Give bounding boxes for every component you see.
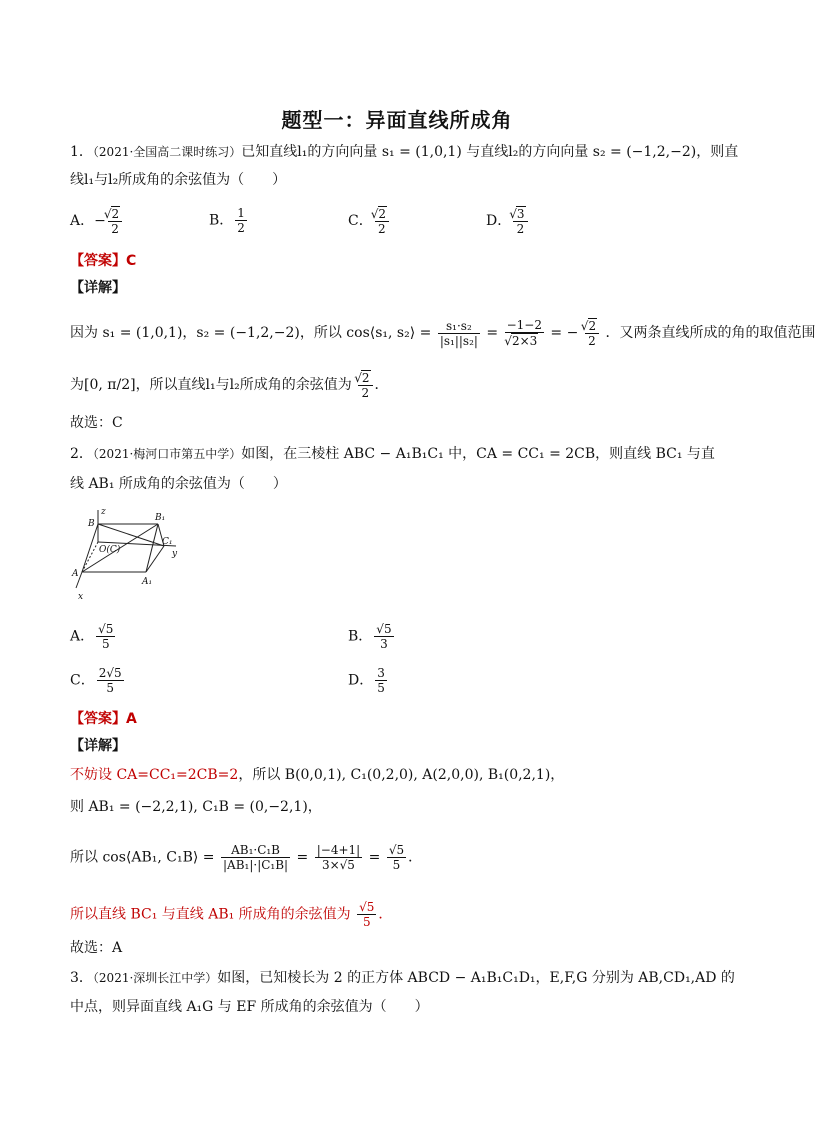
label-a1: A₁ bbox=[142, 577, 153, 587]
q3-number: 3． bbox=[70, 970, 93, 986]
q2-option-d[interactable]: D． $\frac{3}{5}$ bbox=[348, 666, 385, 695]
q2-solution-line2: 则 AB₁ = (−2,2,1), C₁B = (0,−2,1)， bbox=[70, 799, 322, 815]
label-x: x bbox=[78, 592, 84, 602]
q2-final: 故选：A bbox=[70, 940, 123, 956]
label-c1: C₁ bbox=[162, 537, 173, 547]
prism-diagram bbox=[68, 506, 198, 602]
q1-number: 1． bbox=[70, 144, 93, 160]
edge-b-a bbox=[82, 524, 98, 572]
q1-text-a: 已知直线l₁的方向向量 s₁ = (1,0,1) 与直线l₂的方向向量 s₂ = (−1,2,−2)，则直 bbox=[241, 144, 739, 160]
q1-option-a[interactable]: A．− √ $\frac{2}{2}$ bbox=[70, 206, 124, 236]
label-o: O(C) bbox=[99, 545, 121, 555]
q2-option-b[interactable]: B． $\frac{√5}{3}$ bbox=[348, 622, 392, 651]
q3-stem-line1 bbox=[70, 969, 735, 987]
q2-answer: 【答案】A bbox=[70, 711, 137, 727]
label-b1: B₁ bbox=[155, 513, 166, 523]
q1-option-d[interactable]: D． √ $\frac{3}{2}$ bbox=[486, 206, 530, 236]
q1-final: 故选：C bbox=[70, 415, 123, 431]
q1-answer: 【答案】C bbox=[70, 253, 137, 269]
label-a: A bbox=[72, 569, 79, 579]
q2-solution-line1: 不妨设 CA=CC₁=2CB=2，所以 B(0,0,1), C₁(0,2,0), A(2,0,0), B₁(0,2,1)， bbox=[70, 767, 565, 783]
q2-stem-line2: 线 AB₁ 所成角的余弦值为（ ） bbox=[70, 476, 287, 492]
q2-text-a: 如图，在三棱柱 ABC − A₁B₁C₁ 中，CA = CC₁ = 2CB，则直线 BC₁ 与直 bbox=[241, 446, 715, 462]
q1-option-b[interactable]: B． $\frac{1}{2}$ bbox=[209, 206, 245, 235]
prism-figure bbox=[68, 506, 198, 602]
q1-detail-label: 【详解】 bbox=[70, 280, 126, 296]
q1-solution-line2: 为[0, π/2]，所以直线l₁与l₂所成角的余弦值为 √ $\frac{2}{2}$ ． bbox=[70, 370, 389, 400]
q3-text-a: 如图，已知棱长为 2 的正方体 ABCD − A₁B₁C₁D₁，E,F,G 分别为 AB,CD₁,AD 的 bbox=[217, 970, 735, 986]
q1-option-c[interactable]: C． √ $\frac{2}{2}$ bbox=[348, 206, 391, 236]
q1-stem-line1 bbox=[70, 143, 738, 161]
page-title: 题型一：异面直线所成角 bbox=[281, 108, 513, 132]
q2-solution-line4: 所以直线 BC₁ 与直线 AB₁ 所成角的余弦值为 $\frac{√5}{5}$ ． bbox=[70, 900, 393, 929]
q2-number: 2． bbox=[70, 446, 93, 462]
q2-stem-line1 bbox=[70, 445, 715, 463]
label-z: z bbox=[101, 507, 106, 517]
q2-option-a[interactable]: A． $\frac{√5}{5}$ bbox=[70, 622, 114, 651]
q2-option-c[interactable]: C． $\frac{2√5}{5}$ bbox=[70, 666, 122, 695]
q2-source: （2021·梅河口市第五中学） bbox=[92, 447, 242, 461]
q2-solution-line3: 所以 cos⟨AB₁, C₁B⟩ = $\frac{\text{AB₁·C₁B}}{\text{|AB₁|·|C₁B|}}$ = $\frac{|-4+1|}{3\times√5}$ = $\frac{√5}{5}$ ． bbox=[70, 843, 423, 872]
q2-detail-label: 【详解】 bbox=[70, 738, 126, 754]
q3-stem-line2: 中点，则异面直线 A₁G 与 EF 所成角的余弦值为（ ） bbox=[70, 999, 429, 1015]
edge-a1-b1 bbox=[146, 524, 158, 572]
edge-a1-c1 bbox=[146, 546, 164, 572]
label-y: y bbox=[172, 549, 178, 559]
q1-source: （2021·全国高二课时练习） bbox=[92, 145, 242, 159]
q1-stem-line2: 线l₁与l₂所成角的余弦值为（ ） bbox=[70, 172, 287, 188]
q1-solution-line1: 因为 s₁ = (1,0,1)，s₂ = (−1,2,−2)，所以 cos⟨s₁, s₂⟩ = $\frac{\text{s₁·s₂}}{\text{|s₁||s₂|}}$ = −1−2 √ 2×3 = − √ $\frac{2}{2}$ ．又两条直线所成的角的取值范围 bbox=[70, 318, 816, 348]
q3-source: （2021·深圳长江中学） bbox=[92, 971, 218, 985]
label-b: B bbox=[88, 519, 95, 529]
